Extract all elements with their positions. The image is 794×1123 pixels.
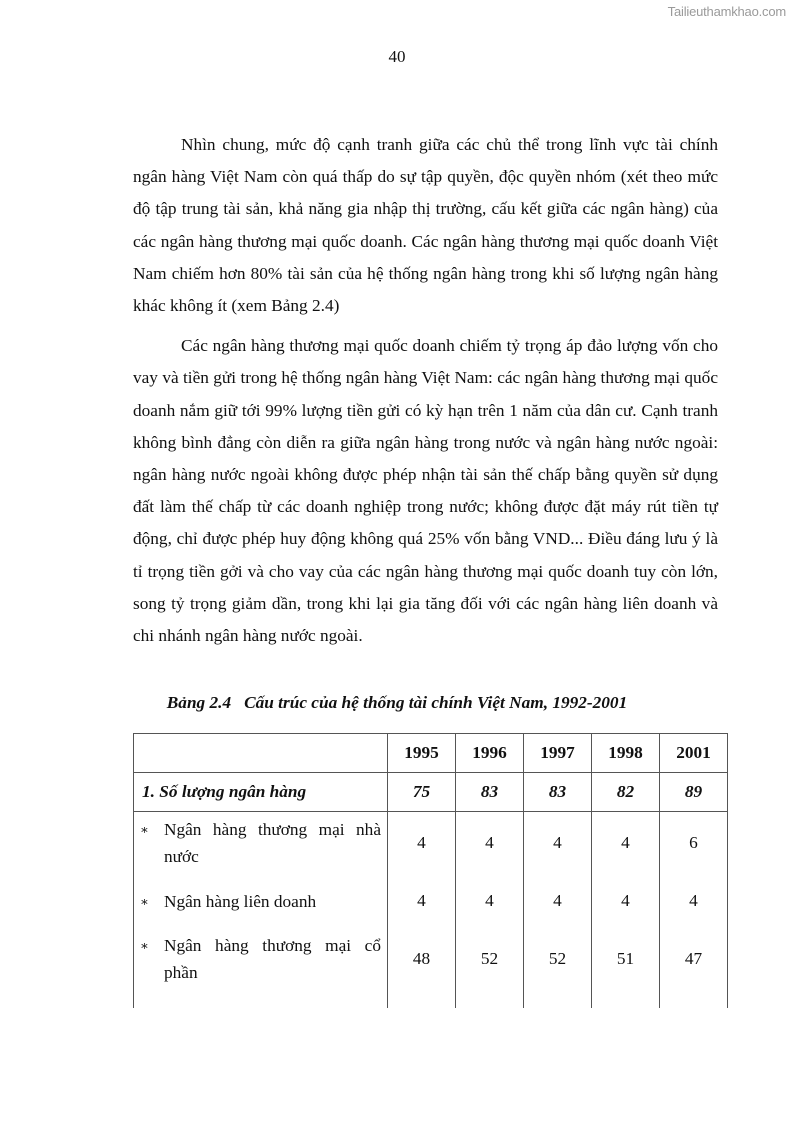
paragraph: Các ngân hàng thương mại quốc doanh chiếm tỷ trọng áp đảo lượng vốn cho vay và tiền gửi trong hệ thống ngân hàng Việt Nam: các ngân hàng thương mại quốc doanh nắm giữ tới 99% lượng tiền gửi có kỳ hạn trên 1 năm của dân cư. Cạnh tranh không bình đẳng còn diễn ra giữa ngân hàng trong nước và ngân hàng nước ngoài: ngân hàng nước ngoài không được phép nhận tài sản thế chấp bằng quyền sử dụng đất làm thế chấp từ các doanh nghiệp trong nước; không được đặt máy rút tiền tự động, chỉ được phép huy động không quá 25% vốn bằng VND... Điều đáng lưu ý là tỉ trọng tiền gởi và cho vay của các ngân hàng thương mại quốc doanh tuy còn lớn, song tỷ trọng giảm dần, trong khi lại gia tăng đối với các ngân hàng liên doanh và chi nhánh ngân hàng nước ngoài. — [133, 336, 718, 646]
row-label: 1. Số lượng ngân hàng — [134, 773, 388, 812]
cell-value: 4 — [456, 812, 524, 875]
cell-value: 4 — [660, 874, 728, 928]
continuation-cell — [456, 990, 524, 1008]
row-label: Ngân hàng thương mại nhà nước — [164, 820, 381, 866]
continuation-cell — [134, 990, 388, 1008]
table-row-total-banks — [134, 773, 728, 812]
table-caption: Bảng 2.4 Cấu trúc của hệ thống tài chính Việt Nam, 1992-2001 — [166, 693, 628, 712]
row-label: Ngân hàng liên doanh — [164, 891, 317, 911]
bullet-asterisk-icon: ∗ — [140, 893, 149, 909]
paragraph: Nhìn chung, mức độ cạnh tranh giữa các chủ thể trong lĩnh vực tài chính ngân hàng Việt Nam còn quá thấp do sự tập quyền, độc quyền nhóm (xét theo mức độ tập trung tài sản, khả năng gia nhập thị trường, cấu kết giữa các ngân hàng) của các ngân hàng thương mại quốc doanh. Các ngân hàng thương mại quốc doanh Việt Nam chiếm hơn 80% tài sản của hệ thống ngân hàng trong khi số lượng ngân hàng khác không ít (xem Bảng 2.4) — [133, 135, 718, 316]
cell-value: 4 — [388, 874, 456, 928]
cell-value: 4 — [388, 812, 456, 875]
cell-value: 83 — [524, 773, 592, 812]
row-label-cell — [134, 812, 388, 875]
header-year: 1997 — [524, 734, 592, 773]
page-number: 40 — [388, 47, 406, 66]
continuation-cell — [524, 990, 592, 1008]
table-row — [134, 874, 728, 928]
cell-value: 82 — [592, 773, 660, 812]
cell-value: 4 — [456, 874, 524, 928]
continuation-cell — [660, 990, 728, 1008]
table-row — [134, 928, 728, 990]
table-continuation — [134, 990, 728, 1008]
cell-value: 75 — [388, 773, 456, 812]
cell-value: 89 — [660, 773, 728, 812]
continuation-cell — [592, 990, 660, 1008]
continuation-cell — [388, 990, 456, 1008]
table-row — [134, 812, 728, 875]
row-label: Ngân hàng thương mại cổ phần — [164, 936, 381, 982]
table-header-row — [134, 734, 728, 773]
body-text — [133, 129, 718, 652]
header-year: 1998 — [592, 734, 660, 773]
cell-value: 51 — [592, 928, 660, 990]
header-empty-cell — [134, 734, 388, 773]
cell-value: 4 — [592, 812, 660, 875]
cell-value: 83 — [456, 773, 524, 812]
bank-structure-table — [133, 733, 728, 1008]
header-year: 2001 — [660, 734, 728, 773]
cell-value: 6 — [660, 812, 728, 875]
cell-value: 47 — [660, 928, 728, 990]
cell-value: 48 — [388, 928, 456, 990]
bullet-asterisk-icon: ∗ — [140, 822, 149, 837]
cell-value: 4 — [592, 874, 660, 928]
row-label-cell — [134, 928, 388, 990]
watermark: Tailieuthamkhao.com — [667, 4, 786, 19]
cell-value: 4 — [524, 812, 592, 875]
cell-value: 52 — [524, 928, 592, 990]
header-year: 1996 — [456, 734, 524, 773]
cell-value: 52 — [456, 928, 524, 990]
cell-value: 4 — [524, 874, 592, 928]
header-year: 1995 — [388, 734, 456, 773]
row-label-cell — [134, 874, 388, 928]
bullet-asterisk-icon: ∗ — [140, 938, 149, 953]
